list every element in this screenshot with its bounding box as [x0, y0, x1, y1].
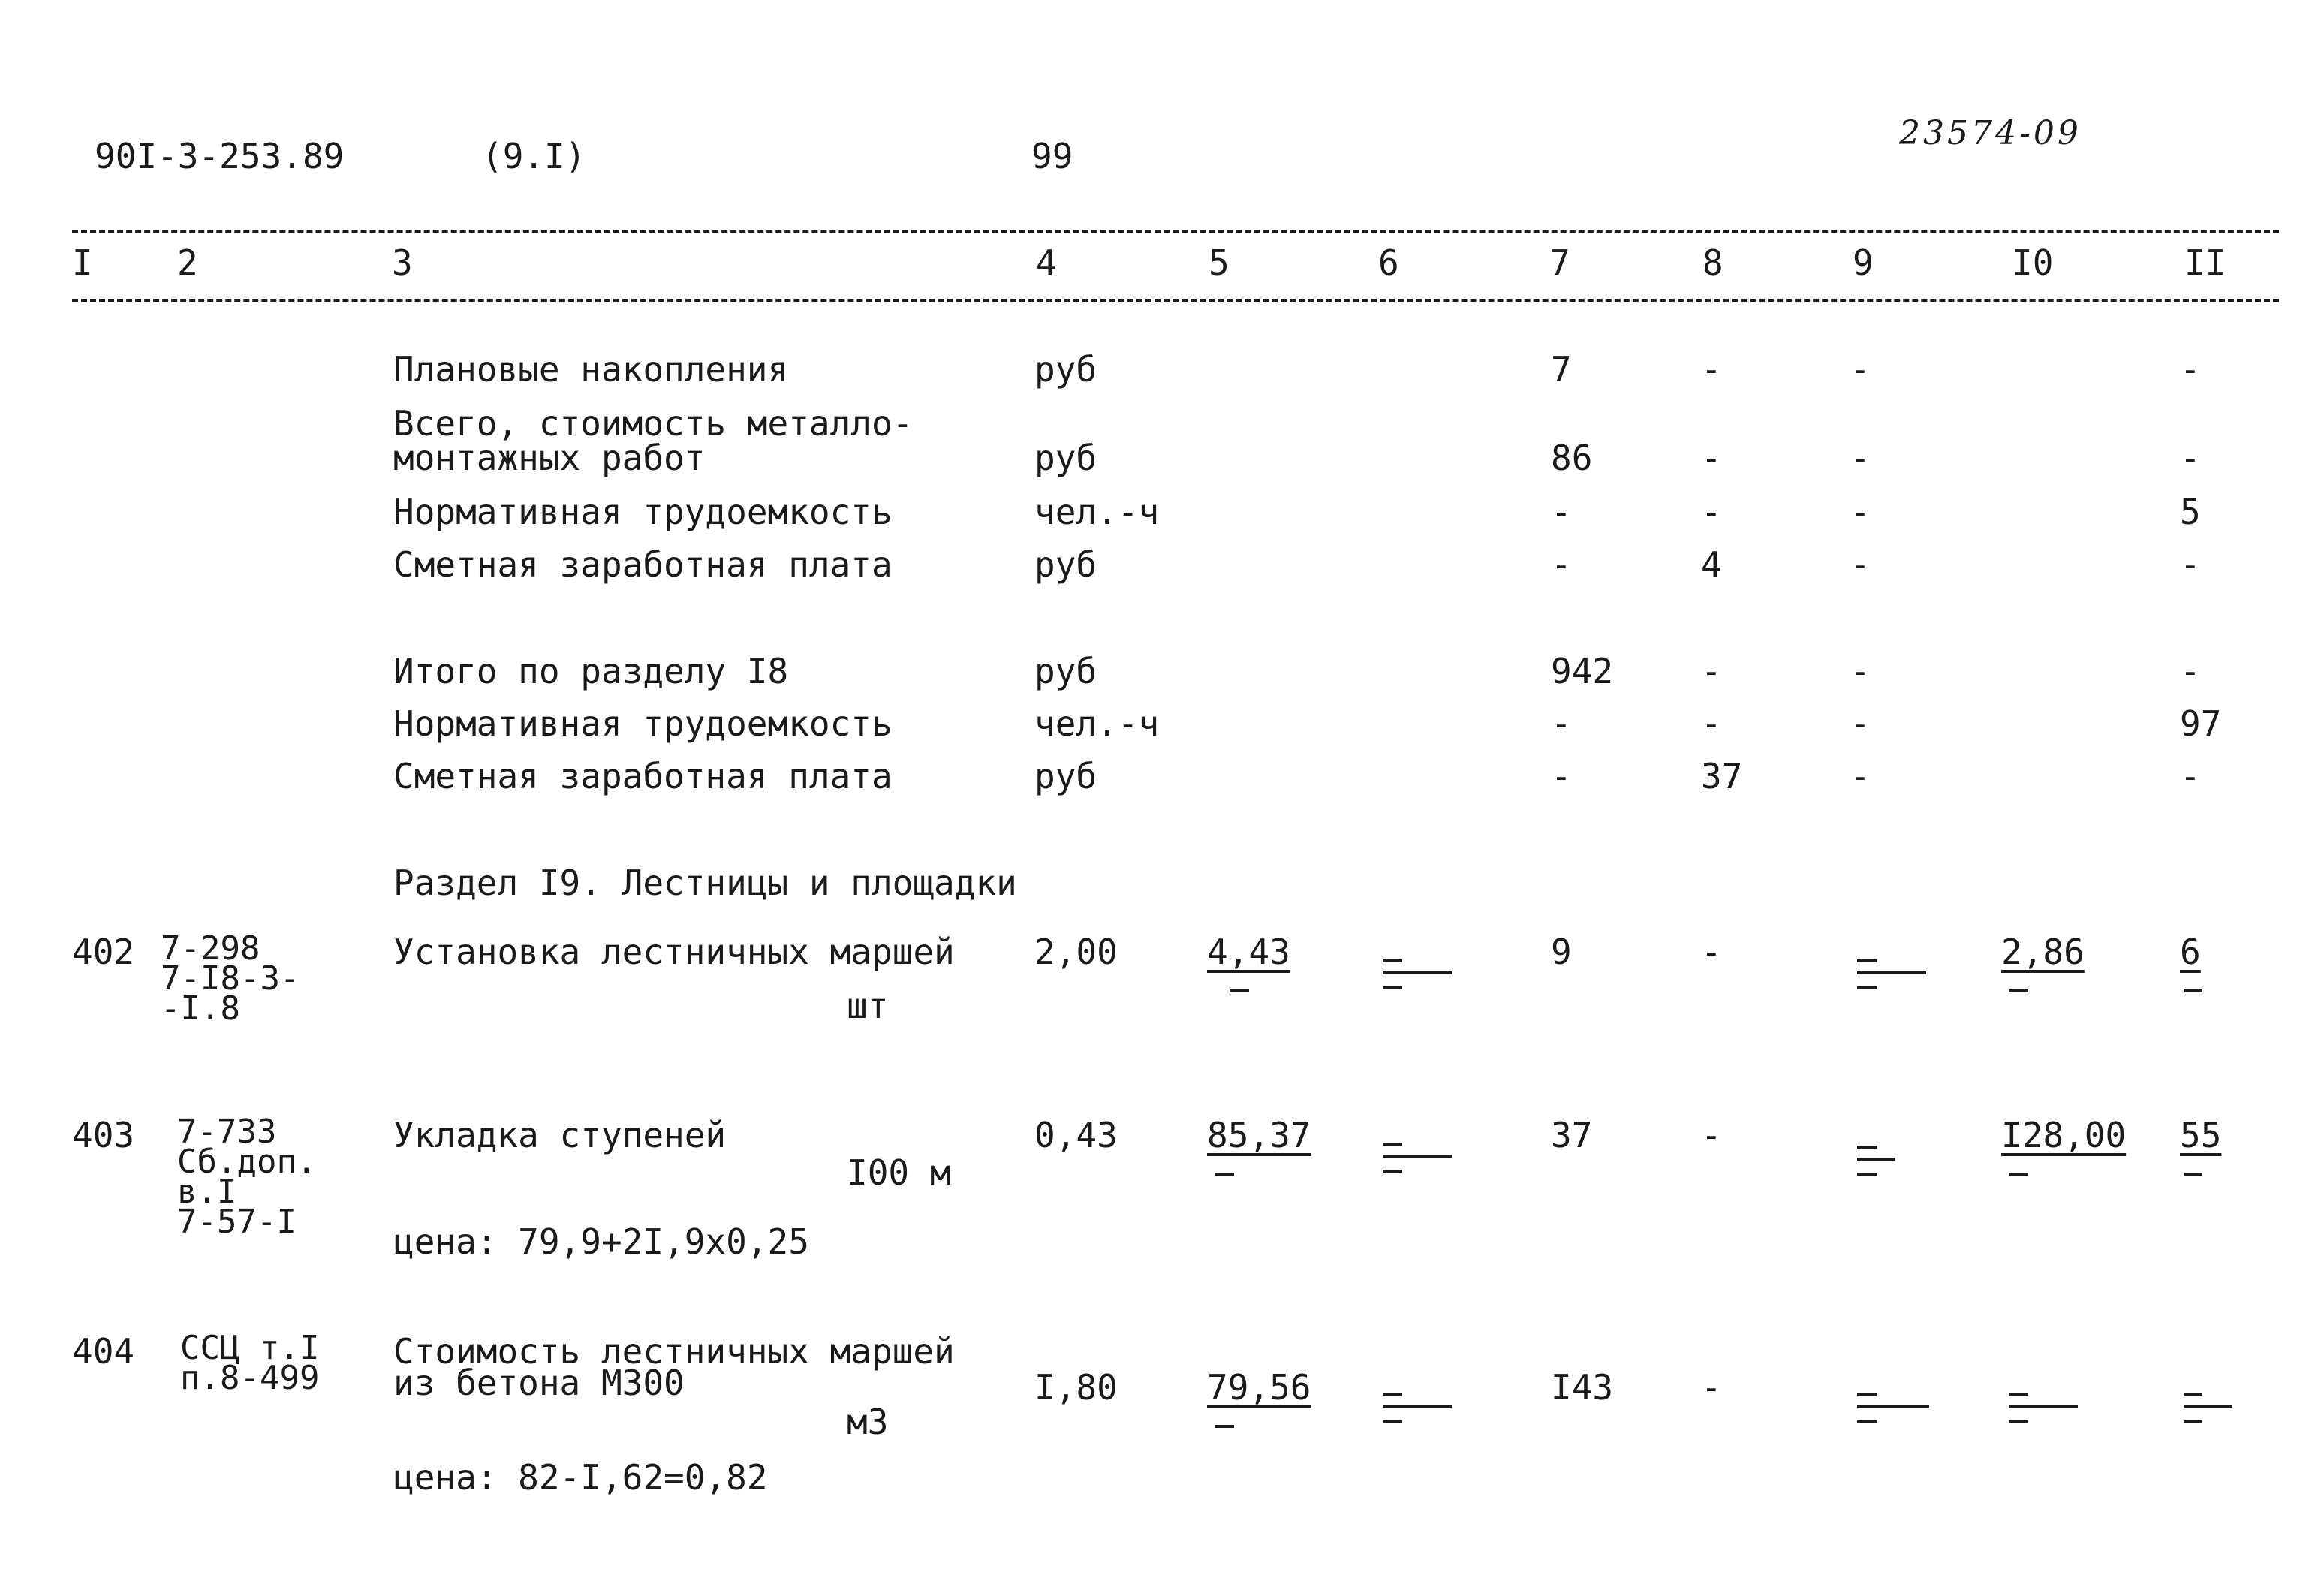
- dash-mark: [1857, 1420, 1877, 1423]
- section-reference: (9.I): [482, 136, 586, 176]
- col7-value: I43: [1551, 1367, 1614, 1408]
- col5-value: 4,43: [1207, 932, 1290, 972]
- col9-value: -: [1850, 349, 1871, 390]
- dash-mark: [2184, 1420, 2202, 1423]
- item-unit: м3: [847, 1402, 889, 1442]
- dash-mark: [1857, 1146, 1877, 1149]
- dash-mark: [2184, 1405, 2232, 1408]
- col-header-6: 6: [1378, 242, 1399, 283]
- col11-value: 97: [2180, 703, 2222, 744]
- col7-value: -: [1551, 544, 1572, 585]
- dash-mark: [1857, 971, 1926, 974]
- col-header-9: 9: [1853, 242, 1874, 283]
- dash-mark: [2184, 1173, 2202, 1176]
- col11-value: -: [2180, 651, 2201, 691]
- dash-mark: [2184, 1393, 2202, 1396]
- document-code: 90I-3-253.89: [95, 136, 345, 176]
- row-label: Сметная заработная плата: [393, 544, 893, 585]
- item-price-formula: цена: 79,9+2I,9x0,25: [393, 1221, 809, 1262]
- dash-mark: [2009, 1420, 2028, 1423]
- row-label: Сметная заработная плата: [393, 756, 893, 796]
- dash-mark: [1857, 986, 1877, 989]
- col8-value: -: [1701, 651, 1722, 691]
- item-code: 7-733 Сб.доп. в.I 7-57-I: [177, 1113, 317, 1241]
- col-header-11: II: [2184, 242, 2226, 283]
- dash-mark: [2009, 1405, 2078, 1408]
- col7-value: 9: [1551, 932, 1572, 972]
- item-name-line2: из бетона М300: [393, 1363, 685, 1403]
- row-unit: чел.-ч: [1034, 492, 1160, 532]
- dash-mark: [1383, 1405, 1452, 1408]
- item-name-line1: Стоимость лестничных маршей: [393, 1331, 955, 1372]
- dash-mark: [1857, 1405, 1929, 1408]
- col11-value: 6: [2180, 932, 2201, 972]
- section-title: Раздел I9. Лестницы и площадки: [393, 863, 1017, 903]
- col-header-7: 7: [1549, 242, 1570, 283]
- col-header-5: 5: [1209, 242, 1230, 283]
- col11-value: -: [2180, 756, 2201, 796]
- col9-value: -: [1850, 492, 1871, 532]
- col11-value: 5: [2180, 492, 2201, 532]
- handwritten-number: 23574-09: [1899, 114, 2082, 152]
- col11-value: -: [2180, 544, 2201, 585]
- item-code: 7-298 7-I8-3- -I.8: [161, 929, 300, 1028]
- col-header-10: I0: [2012, 242, 2054, 283]
- dash-mark: [1857, 1173, 1877, 1176]
- row-label: Итого по разделу I8: [393, 651, 789, 691]
- col8-value: -: [1701, 349, 1722, 390]
- col5-value: 85,37: [1207, 1115, 1311, 1155]
- col10-value: 2,86: [2001, 932, 2085, 972]
- item-number: 402: [72, 932, 135, 972]
- col7-value: -: [1551, 703, 1572, 744]
- col8-value: -: [1701, 1115, 1722, 1155]
- dash-mark: [1383, 1393, 1402, 1396]
- col7-value: -: [1551, 492, 1572, 532]
- dash-mark: [1215, 1173, 1234, 1176]
- item-code: ССЦ т.I п.8-499: [180, 1329, 320, 1397]
- item-name: Укладка ступеней: [393, 1115, 727, 1155]
- col-header-8: 8: [1702, 242, 1723, 283]
- item-unit: I00 м: [847, 1152, 951, 1193]
- col-header-3: 3: [392, 242, 413, 283]
- col8-value: 4: [1701, 544, 1722, 585]
- row-label: Плановые накопления: [393, 349, 789, 390]
- col7-value: 37: [1551, 1115, 1593, 1155]
- row-unit: руб: [1034, 438, 1097, 478]
- dash-mark: [1857, 959, 1877, 962]
- col5-value: 79,56: [1207, 1367, 1311, 1408]
- dash-mark: [1383, 1420, 1402, 1423]
- col9-value: -: [1850, 651, 1871, 691]
- col8-value: -: [1701, 492, 1722, 532]
- dash-mark: [1230, 989, 1249, 992]
- col8-value: -: [1701, 932, 1722, 972]
- item-number: 403: [72, 1115, 135, 1155]
- col11-value: -: [2180, 349, 2201, 390]
- col-header-4: 4: [1036, 242, 1057, 283]
- row-label: Нормативная трудоемкость: [393, 703, 893, 744]
- row-unit: руб: [1034, 651, 1097, 691]
- col8-value: -: [1701, 438, 1722, 478]
- col-header-1: I: [72, 242, 93, 283]
- row-unit: руб: [1034, 756, 1097, 796]
- item-unit: шт: [847, 986, 889, 1026]
- col9-value: -: [1850, 703, 1871, 744]
- col7-value: -: [1551, 756, 1572, 796]
- page-number: 99: [1031, 136, 1073, 176]
- item-number: 404: [72, 1331, 135, 1372]
- dash-mark: [2009, 1173, 2028, 1176]
- col7-value: 7: [1551, 349, 1572, 390]
- row-label: Нормативная трудоемкость: [393, 492, 893, 532]
- col8-value: -: [1701, 1367, 1722, 1408]
- col9-value: -: [1850, 756, 1871, 796]
- col9-value: -: [1850, 544, 1871, 585]
- dash-mark: [1383, 959, 1402, 962]
- dash-mark: [1383, 1143, 1402, 1146]
- dash-mark: [2184, 989, 2202, 992]
- row-label-line1: Всего, стоимость металло-: [393, 403, 914, 444]
- dash-mark: [1857, 1393, 1877, 1396]
- dash-mark: [1215, 1425, 1234, 1428]
- col8-value: 37: [1701, 756, 1743, 796]
- col11-value: -: [2180, 438, 2201, 478]
- col10-value: I28,00: [2001, 1115, 2127, 1155]
- dash-mark: [1383, 986, 1402, 989]
- dash-mark: [1383, 971, 1452, 974]
- item-price-formula: цена: 82-I,62=0,82: [393, 1457, 768, 1498]
- dash-mark: [1383, 1170, 1402, 1173]
- item-quantity: 2,00: [1034, 932, 1118, 972]
- row-unit: руб: [1034, 544, 1097, 585]
- row-unit: чел.-ч: [1034, 703, 1160, 744]
- col7-value: 86: [1551, 438, 1593, 478]
- col8-value: -: [1701, 703, 1722, 744]
- row-label-line2: монтажных работ: [393, 438, 706, 478]
- col11-value: 55: [2180, 1115, 2222, 1155]
- header-top-rule: [72, 230, 2279, 233]
- item-quantity: I,80: [1034, 1367, 1118, 1408]
- col-header-2: 2: [177, 242, 198, 283]
- dash-mark: [1857, 1158, 1895, 1161]
- col7-value: 942: [1551, 651, 1614, 691]
- dash-mark: [2009, 1393, 2028, 1396]
- dash-mark: [1383, 1155, 1452, 1158]
- item-name: Установка лестничных маршей: [393, 932, 955, 972]
- header-bottom-rule: [72, 299, 2279, 302]
- dash-mark: [2009, 989, 2028, 992]
- item-quantity: 0,43: [1034, 1115, 1118, 1155]
- row-unit: руб: [1034, 349, 1097, 390]
- col9-value: -: [1850, 438, 1871, 478]
